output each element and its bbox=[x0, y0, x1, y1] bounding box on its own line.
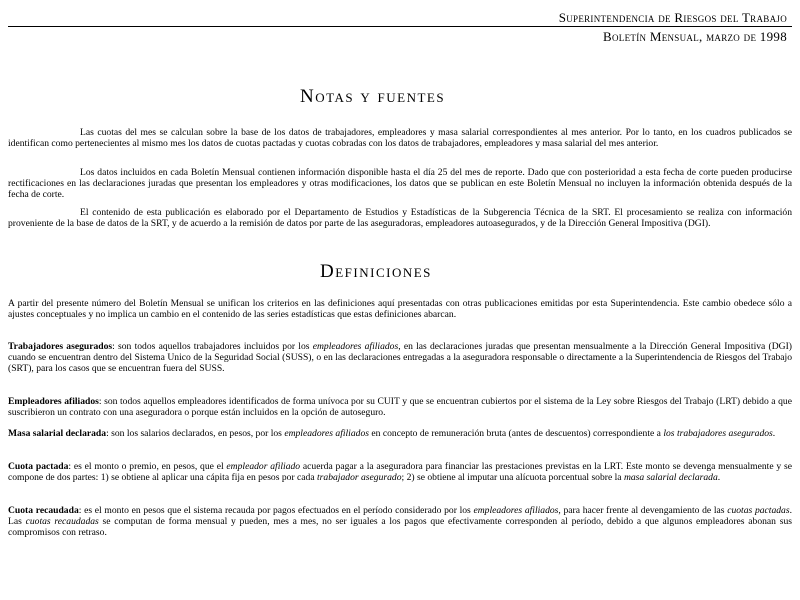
definiciones-intro-text: A partir del presente número del Boletín Mensual se unifican los criterios en las definiciones aquí presentadas con otras publicaciones emitidas por esta Superintendencia. Este cambio obedece sólo a ajustes conceptuales y no implica un cambio en el contenido de las series estadísticas que estas definiciones abarcan. bbox=[8, 298, 792, 320]
definition-text: . bbox=[717, 472, 721, 483]
definition-text: en concepto de remuneración bruta (antes de descuentos) correspondiente a bbox=[368, 428, 664, 439]
definition-italic-term: empleadores afiliados bbox=[284, 428, 369, 439]
definition-trabajadores-asegurados bbox=[8, 341, 792, 374]
definition-text: : son los salarios declarados, en pesos, por los bbox=[106, 428, 285, 439]
definition-italic-term: empleador afiliado bbox=[226, 461, 301, 472]
notas-paragraph-3 bbox=[8, 207, 792, 229]
notas-paragraph-2 bbox=[8, 167, 792, 200]
definition-italic-term: masa salarial declarada bbox=[623, 472, 718, 483]
definition-text: ; 2) se obtiene al imputar una alícuota porcentual sobre la bbox=[401, 472, 624, 483]
notas-paragraph-2-text: Los datos incluidos en cada Boletín Mensual contienen información disponible hasta el día 25 del mes de reporte. Dado que con posterioridad a esta fecha de corte pueden producirse rectificaciones en las declaraciones juradas que presentan los empleadores y otras modificaciones, los datos que se publican en este Boletín Mensual no incluyen la información obtenida después de la fecha de corte. bbox=[8, 167, 792, 200]
definition-text: . bbox=[772, 428, 776, 439]
header-rule bbox=[8, 26, 792, 27]
definition-text: , en las declaraciones juradas que presentan mensualmente a la Dirección General Impositiva (DGI) cuando se encuentran dentro del Sistema Unico de la Seguridad Social (SUSS), o en las declaraciones entregadas a la aseguradora responsable o directamente a la Superintendencia de Riesgos del Trabajo (SRT), para los casos que se encuentran fuera del SUSS. bbox=[8, 341, 792, 374]
definition-text: se computan de forma mensual y pueden, mes a mes, no ser iguales a los pagos que efectivamente corresponden al período, debido a que algunos empleadores abonan sus compromisos con retraso. bbox=[8, 516, 792, 538]
definiciones-intro bbox=[8, 298, 792, 320]
definition-italic-term: empleadores afiliados bbox=[312, 341, 399, 352]
section-title-notas: Notas y fuentes bbox=[300, 86, 446, 107]
definition-text: . Las bbox=[8, 505, 792, 527]
definition-text: , para hacer frente al devengamiento de las bbox=[558, 505, 728, 516]
notas-paragraph-1-text: Las cuotas del mes se calculan sobre la base de los datos de trabajadores, empleadores y masa salarial correspondientes al mes anterior. Por lo tanto, en los cuadros publicados se identifican como pertenecientes al mismo mes los datos de cuotas pactadas y cuotas cobradas con los datos de trabajadores, empleadores y masa salarial del mes anterior. bbox=[8, 127, 792, 149]
definition-text: : son todos aquellos trabajadores incluidos por los bbox=[112, 341, 313, 352]
definition-empleadores-afiliados bbox=[8, 396, 792, 418]
definition-term: Masa salarial declarada bbox=[8, 428, 107, 439]
definition-cuota-pactada bbox=[8, 461, 792, 483]
header-issue: Boletín Mensual, marzo de 1998 bbox=[603, 29, 787, 44]
definition-cuota-recaudada bbox=[8, 505, 792, 538]
definition-term: Cuota recaudada bbox=[8, 505, 79, 516]
definition-italic-term: los trabajadores asegurados bbox=[663, 428, 773, 439]
definition-term: Empleadores afiliados bbox=[8, 396, 99, 407]
definition-text: : es el monto en pesos que el sistema recauda por pagos efectuados en el período considerado por los bbox=[78, 505, 474, 516]
definition-italic-term: trabajador asegurado bbox=[317, 472, 402, 483]
definition-text: acuerda pagar a la aseguradora para financiar las prestaciones previstas en la LRT. Este monto se devenga mensualmente y se compone de dos partes: 1) se obtiene al aplicar una cápita fija en pesos por cada bbox=[8, 461, 792, 483]
definition-italic-term: cuotas recaudadas bbox=[25, 516, 99, 527]
definition-term: Cuota pactada bbox=[8, 461, 69, 472]
definition-text: : es el monto o premio, en pesos, que el bbox=[68, 461, 227, 472]
notas-paragraph-1 bbox=[8, 127, 792, 149]
definition-masa-salarial bbox=[8, 428, 792, 439]
definition-italic-term: empleadores afiliados bbox=[473, 505, 559, 516]
section-title-definiciones: Definiciones bbox=[320, 261, 432, 282]
definition-italic-term: cuotas pactadas bbox=[727, 505, 790, 516]
header-org-name: Superintendencia de Riesgos del Trabajo bbox=[558, 10, 787, 25]
notas-paragraph-3-text: El contenido de esta publicación es elaborado por el Departamento de Estudios y Estadísticas de la Subgerencia Técnica de la SRT. El procesamiento se realiza con información proveniente de la base de datos de la SRT, y de acuerdo a la remisión de datos por parte de las aseguradoras, empleadores autoasegurados, y de la Dirección General Impositiva (DGI). bbox=[8, 207, 792, 229]
definition-term: Trabajadores asegurados bbox=[8, 341, 113, 352]
definition-text: : son todos aquellos empleadores identificados de forma unívoca por su CUIT y que se encuentran cubiertos por el sistema de la Ley sobre Riesgos del Trabajo (LRT) debido a que suscribieron un contrato con una aseguradora o porque están incluidos en la opción de autoseguro. bbox=[8, 396, 792, 418]
